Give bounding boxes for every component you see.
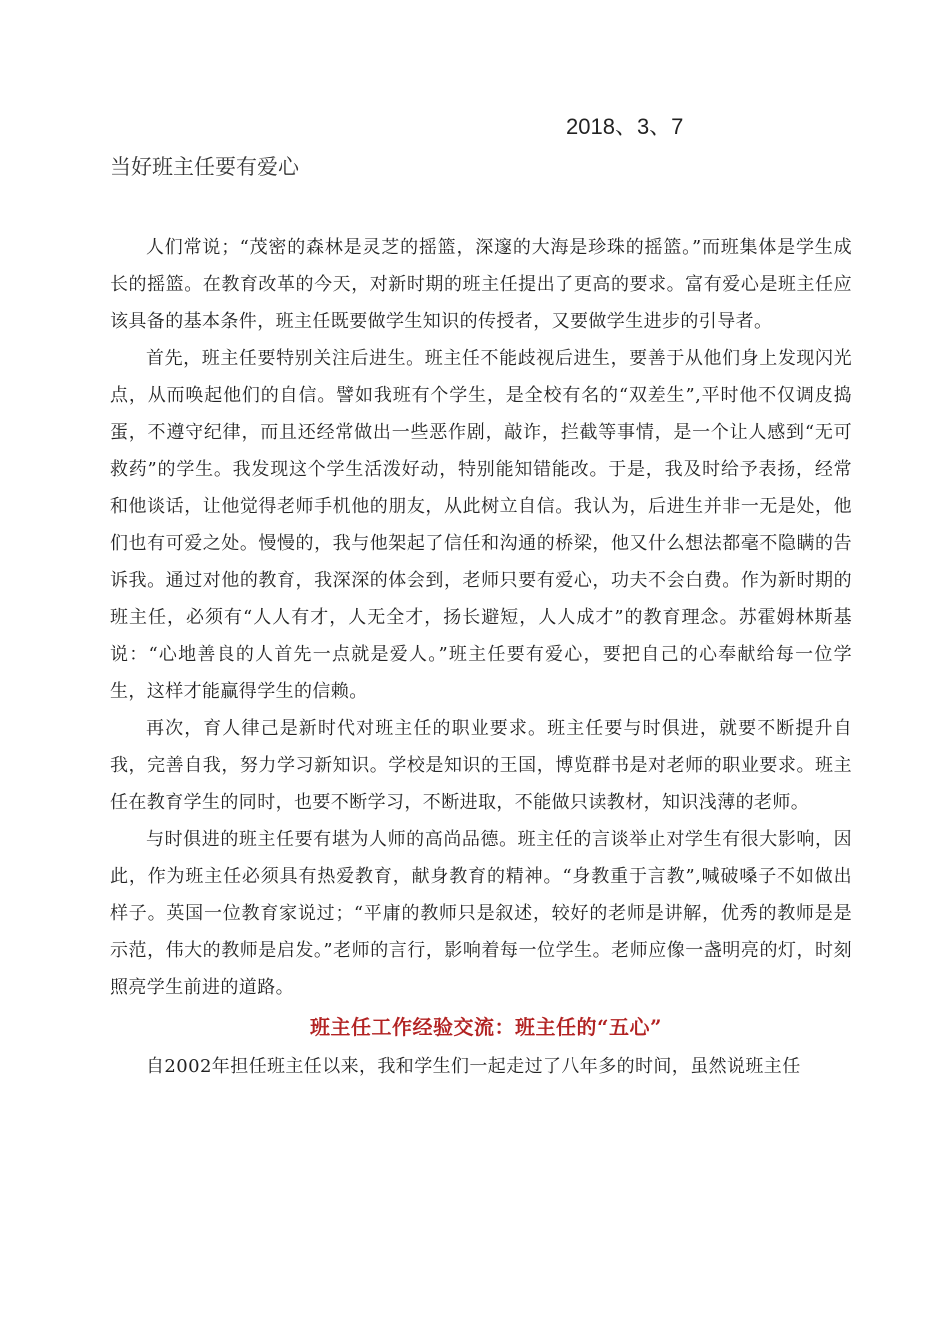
paragraph-moral-character: 与时俱进的班主任要有堪为人师的高尚品德。班主任的言谈举止对学生有很大影响，因此，作为班主任必须具有热爱教育，献身教育的精神。“身教重于言教”,喊破嗓子不如做出样子。英国一位教育家说过；“平庸的教师只是叙述，较好的老师是讲解，优秀的教师是是示范，伟大的教师是启发。”老师的言行，影响着每一位学生。老师应像一盏明亮的灯，时刻照亮学生前进的道路。 xyxy=(110,829,852,998)
paragraph-underachievers: 首先，班主任要特别关注后进生。班主任不能歧视后进生，要善于从他们身上发现闪光点，从而唤起他们的自信。譬如我班有个学生，是全校有名的“双差生”,平时他不仅调皮捣蛋，不遵守纪律，而且还经常做出一些恶作剧，敲诈，拦截等事情，是一个让人感到“无可救药”的学生。我发现这个学生活泼好动，特别能知错能改。于是，我及时给予表扬，经常和他谈话，让他觉得老师手机他的朋友，从此树立自信。我认为，后进生并非一无是处，他们也有可爱之处。慢慢的，我与他架起了信任和沟通的桥梁，他又什么想法都毫不隐瞒的告诉我。通过对他的教育，我深深的体会到，老师只要有爱心，功夫不会白费。作为新时期的班主任，必须有“人人有才，人无全才，扬长避短，人人成才”的教育理念。苏霍姆林斯基说：“心地善良的人首先一点就是爱人。”班主任要有爱心，要把自己的心奉献给每一位学生，这样才能赢得学生的信赖。 xyxy=(110,348,852,702)
document-title: 当好班主任要有爱心 xyxy=(110,155,299,179)
section-heading-five-hearts: 班主任工作经验交流：班主任的“五心” xyxy=(309,1015,662,1039)
paragraph-self-discipline: 再次，育人律己是新时代对班主任的职业要求。班主任要与时俱进，就要不断提升自我，完善自我，努力学习新知识。学校是知识的王国，博览群书是对老师的职业要求。班主任在教育学生的同时，也要不断学习，不断进取，不能做只读教材，知识浅薄的老师。 xyxy=(110,718,852,813)
paragraph-intro: 人们常说；“茂密的森林是灵芝的摇篮，深邃的大海是珍珠的摇篮。”而班集体是学生成长的摇篮。在教育改革的今天，对新时期的班主任提出了更高的要求。富有爱心是班主任应该具备的基本条件，班主任既要做学生知识的传授者，又要做学生进步的引导者。 xyxy=(110,237,852,332)
paragraph-five-hearts-intro: 自2002年担任班主任以来，我和学生们一起走过了八年多的时间，虽然说班主任 xyxy=(146,1056,801,1077)
document-body xyxy=(110,229,852,1085)
document-date: 2018、3、7 xyxy=(566,114,684,139)
